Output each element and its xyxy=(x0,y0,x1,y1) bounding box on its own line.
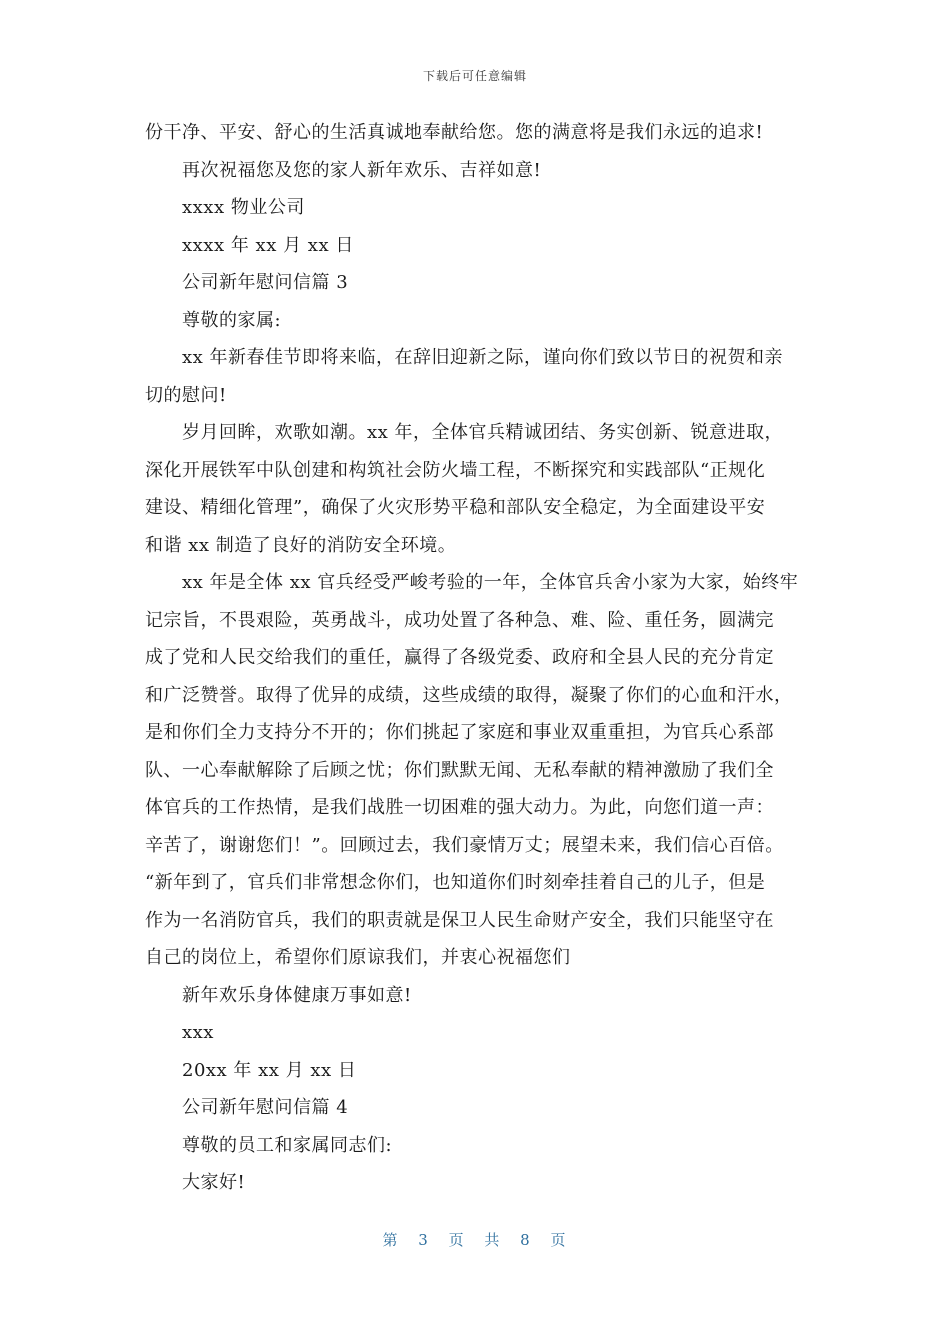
text-line: 作为一名消防官兵，我们的职责就是保卫人民生命财产安全，我们只能坚守在 xyxy=(145,909,774,931)
signature: xxx xyxy=(182,1022,214,1043)
text-line: 体官兵的工作热情，是我们战胜一切困难的强大动力。为此，向您们道一声： xyxy=(145,797,774,818)
text-line: 新年欢乐身体健康万事如意! xyxy=(182,984,412,1006)
salutation: 尊敬的家属: xyxy=(182,309,282,331)
page-header-note: 下载后可任意编辑 xyxy=(422,69,527,83)
text-line: 记宗旨，不畏艰险，英勇战斗，成功处置了各种急、难、险、重任务，圆满完 xyxy=(145,609,774,631)
text-line: 和谐 xx 制造了良好的消防安全环境。 xyxy=(145,534,457,556)
date-line: 20xx 年 xx 月 xx 日 xyxy=(182,1059,357,1081)
text-line: 辛苦了，谢谢您们！”。回顾过去，我们豪情万丈；展望未来，我们信心百倍。 xyxy=(145,834,784,856)
text-line: xx 年新春佳节即将来临，在辞旧迎新之际，谨向你们致以节日的祝贺和亲 xyxy=(182,347,784,368)
page-number: 第 3 页 共 8 页 xyxy=(382,1231,568,1249)
text-line: 深化开展铁军中队创建和构筑社会防火墙工程，不断探究和实践部队“正规化 xyxy=(145,459,766,481)
section-title: 公司新年慰问信篇 3 xyxy=(182,272,349,293)
text-line: 自己的岗位上，希望你们原谅我们，并衷心祝福您们 xyxy=(145,947,571,968)
text-line: 大家好! xyxy=(182,1172,246,1193)
text-line: 成了党和人民交给我们的重任，赢得了各级党委、政府和全县人民的充分肯定 xyxy=(145,647,774,668)
text-line: 和广泛赞誉。取得了优异的成绩，这些成绩的取得，凝聚了你们的心血和汗水， xyxy=(145,684,793,706)
text-line: 切的慰问! xyxy=(145,384,227,406)
text-line: 再次祝福您及您的家人新年欢乐、吉祥如意! xyxy=(182,159,542,181)
section-title: 公司新年慰问信篇 4 xyxy=(182,1097,349,1118)
text-line: xx 年是全体 xx 官兵经受严峻考验的一年，全体官兵舍小家为大家，始终牢 xyxy=(182,572,799,593)
text-line: 是和你们全力支持分不开的；你们挑起了家庭和事业双重重担，为官兵心系部 xyxy=(145,722,774,743)
text-line: “新年到了，官兵们非常想念你们，也知道你们时刻牵挂着自己的儿子，但是 xyxy=(145,872,766,893)
salutation: 尊敬的员工和家属同志们: xyxy=(182,1134,393,1156)
text-line: 队、一心奉献解除了后顾之忧；你们默默无闻、无私奉献的精神激励了我们全 xyxy=(145,759,774,781)
text-line: 建设、精细化管理”，确保了火灾形势平稳和部队安全稳定，为全面建设平安 xyxy=(145,497,766,518)
text-line: 份干净、平安、舒心的生活真诚地奉献给您。您的满意将是我们永远的追求! xyxy=(145,122,764,143)
text-line: xxxx 年 xx 月 xx 日 xyxy=(182,234,354,256)
document-body xyxy=(145,114,805,1202)
text-line: xxxx 物业公司 xyxy=(182,197,305,218)
text-line: 岁月回眸，欢歌如潮。xx 年，全体官兵精诚团结、务实创新、锐意进取， xyxy=(182,422,784,443)
